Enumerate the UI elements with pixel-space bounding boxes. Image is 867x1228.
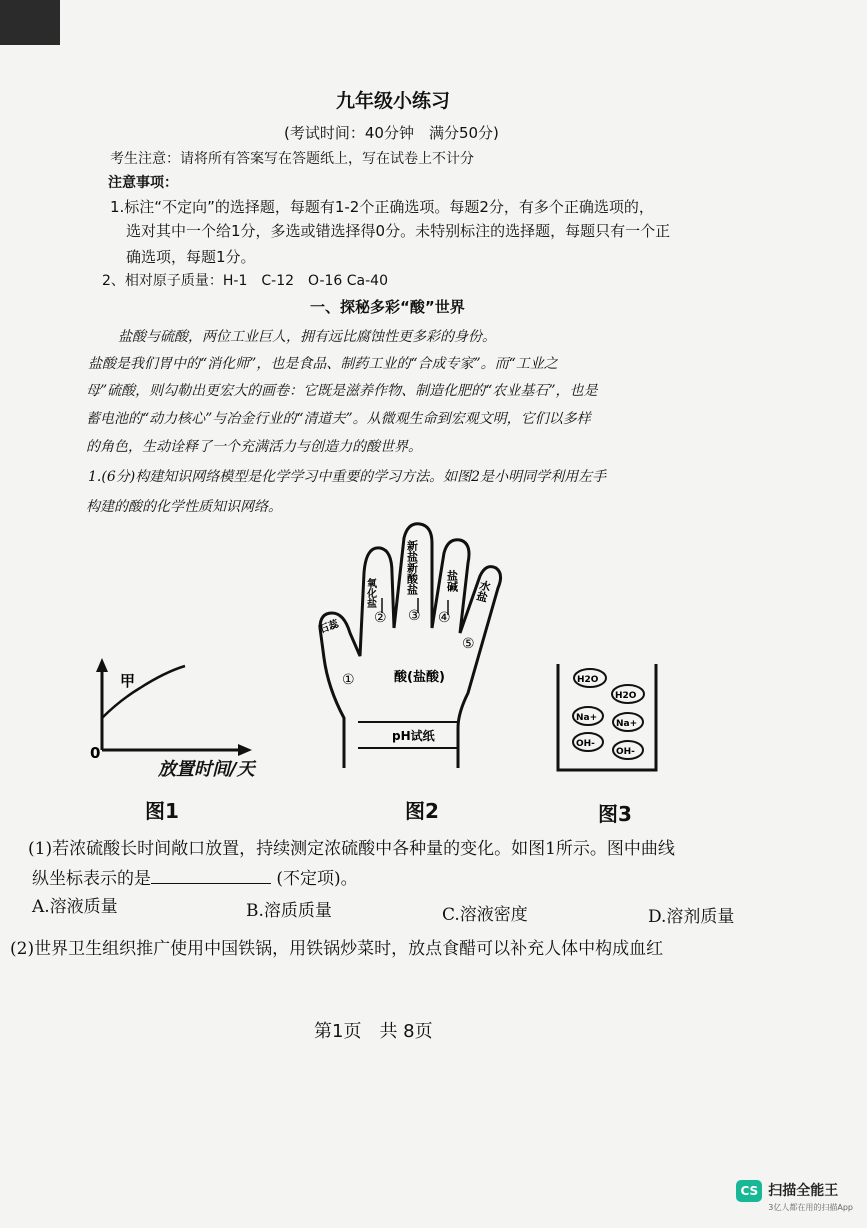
note1-line3: 确选项，每题1分。 — [126, 248, 256, 266]
exam-subtitle: (考试时间：40分钟 满分50分) — [284, 124, 499, 142]
finger1-num: ① — [342, 672, 355, 688]
watermark-name: 扫描全能王 — [768, 1183, 839, 1199]
figure1-origin: 0 — [90, 744, 101, 762]
answer-blank[interactable] — [151, 882, 271, 884]
page-footer: 第1页 共 8页 — [314, 1021, 433, 1042]
particle-2-label: H2O — [615, 691, 637, 701]
option-c: C.溶液密度 — [442, 905, 528, 925]
finger3-num: ③ — [408, 608, 421, 624]
finger2-num: ② — [374, 610, 387, 626]
option-b: B.溶质质量 — [246, 901, 332, 921]
notes-heading: 注意事项： — [108, 175, 178, 191]
intro-line5: 的角色，生动诠释了一个充满活力与创造力的酸世界。 — [86, 439, 422, 455]
scan-corner-shadow — [0, 0, 60, 45]
intro-line2: 盐酸是我们胃中的“消化师”，也是食品、制药工业的“合成专家”。而“工业之 — [88, 356, 558, 372]
question1-line1: 1.(6分)构建知识网络模型是化学学习中重要的学习方法。如图2是小明同学利用左手 — [88, 469, 607, 485]
question1-line2: 构建的酸的化学性质知识网络。 — [86, 499, 282, 515]
sub1-line1: (1)若浓硫酸长时间敞口放置，持续测定浓硫酸中各种量的变化。如图1所示。图中曲线 — [28, 839, 675, 859]
particle-4-label: Na+ — [616, 719, 638, 729]
particle-5 — [573, 733, 603, 751]
note2: 2、相对原子质量：H-1 C-12 O-16 Ca-40 — [102, 273, 388, 289]
option-d: D.溶剂质量 — [648, 907, 735, 927]
scanner-watermark — [736, 1180, 853, 1213]
figure2-caption: 图2 — [405, 799, 439, 823]
note1-line2: 选对其中一个给1分，多选或错选择得0分。未特别标注的选择题，每题只有一个正 — [126, 222, 671, 240]
finger3-text: 新盐新酸盐 — [405, 540, 419, 595]
particle-6-label: OH- — [616, 747, 635, 757]
finger4-num: ④ — [438, 610, 451, 626]
finger5-text: 水盐 — [474, 578, 493, 604]
finger5-num: ⑤ — [462, 636, 475, 652]
sub1-line2 — [32, 864, 358, 889]
particle-3-label: Na+ — [576, 713, 598, 723]
finger4-text: 盐碱 — [445, 570, 459, 592]
sub1-line2-before: 纵坐标表示的是 — [32, 869, 151, 889]
particle-1 — [574, 669, 606, 687]
intro-line1: 盐酸与硫酸，两位工业巨人，拥有远比腐蚀性更多彩的身份。 — [118, 329, 496, 345]
figure2-hand — [308, 518, 523, 780]
figure1-y-arrow — [96, 658, 108, 672]
candidate-notice: 考生注意：请将所有答案写在答题纸上，写在试卷上不计分 — [110, 151, 474, 167]
section-heading: 一、探秘多彩“酸”世界 — [310, 298, 465, 316]
note1-line1: 1.标注“不定向”的选择题，每题有1-2个正确选项。每题2分，有多个正确选项的， — [110, 198, 654, 216]
particle-4 — [613, 713, 643, 731]
sub1-line2-after: (不定项)。 — [276, 869, 358, 889]
particle-1-label: H2O — [577, 675, 599, 685]
finger1-text: 石蕊 — [317, 618, 341, 636]
finger2-text: 氧化盐 — [364, 578, 376, 608]
option-a: A.溶液质量 — [32, 897, 118, 917]
intro-line3: 母”硫酸，则勾勒出更宏大的画卷：它既是滋养作物、制造化肥的“农业基石”，也是 — [86, 383, 598, 399]
particle-6 — [613, 741, 643, 759]
figure1-x-label: 放置时间/天 — [158, 759, 255, 780]
wrist-label: pH试纸 — [392, 729, 435, 743]
camscanner-logo-icon: CS — [736, 1180, 762, 1202]
figure1-caption: 图1 — [145, 799, 179, 823]
particle-3 — [573, 707, 603, 725]
figure3-beaker — [552, 660, 664, 776]
figure1-curve — [102, 666, 185, 718]
figure1-curve-label: 甲 — [120, 672, 136, 690]
particle-5-label: OH- — [576, 739, 595, 749]
palm-label: 酸(盐酸) — [394, 670, 445, 685]
page-title: 九年级小练习 — [336, 90, 451, 112]
sub2-line1: (2)世界卫生组织推广使用中国铁锅，用铁锅炒菜时，放点食醋可以补充人体中构成血红 — [10, 939, 664, 959]
intro-line4: 蓄电池的“动力核心”与冶金行业的“清道夫”。从微观生命到宏观文明，它们以多样 — [86, 411, 591, 427]
watermark-tagline: 3亿人都在用的扫描App — [768, 1203, 853, 1212]
particle-2 — [612, 685, 644, 703]
figure3-caption: 图3 — [598, 802, 632, 826]
